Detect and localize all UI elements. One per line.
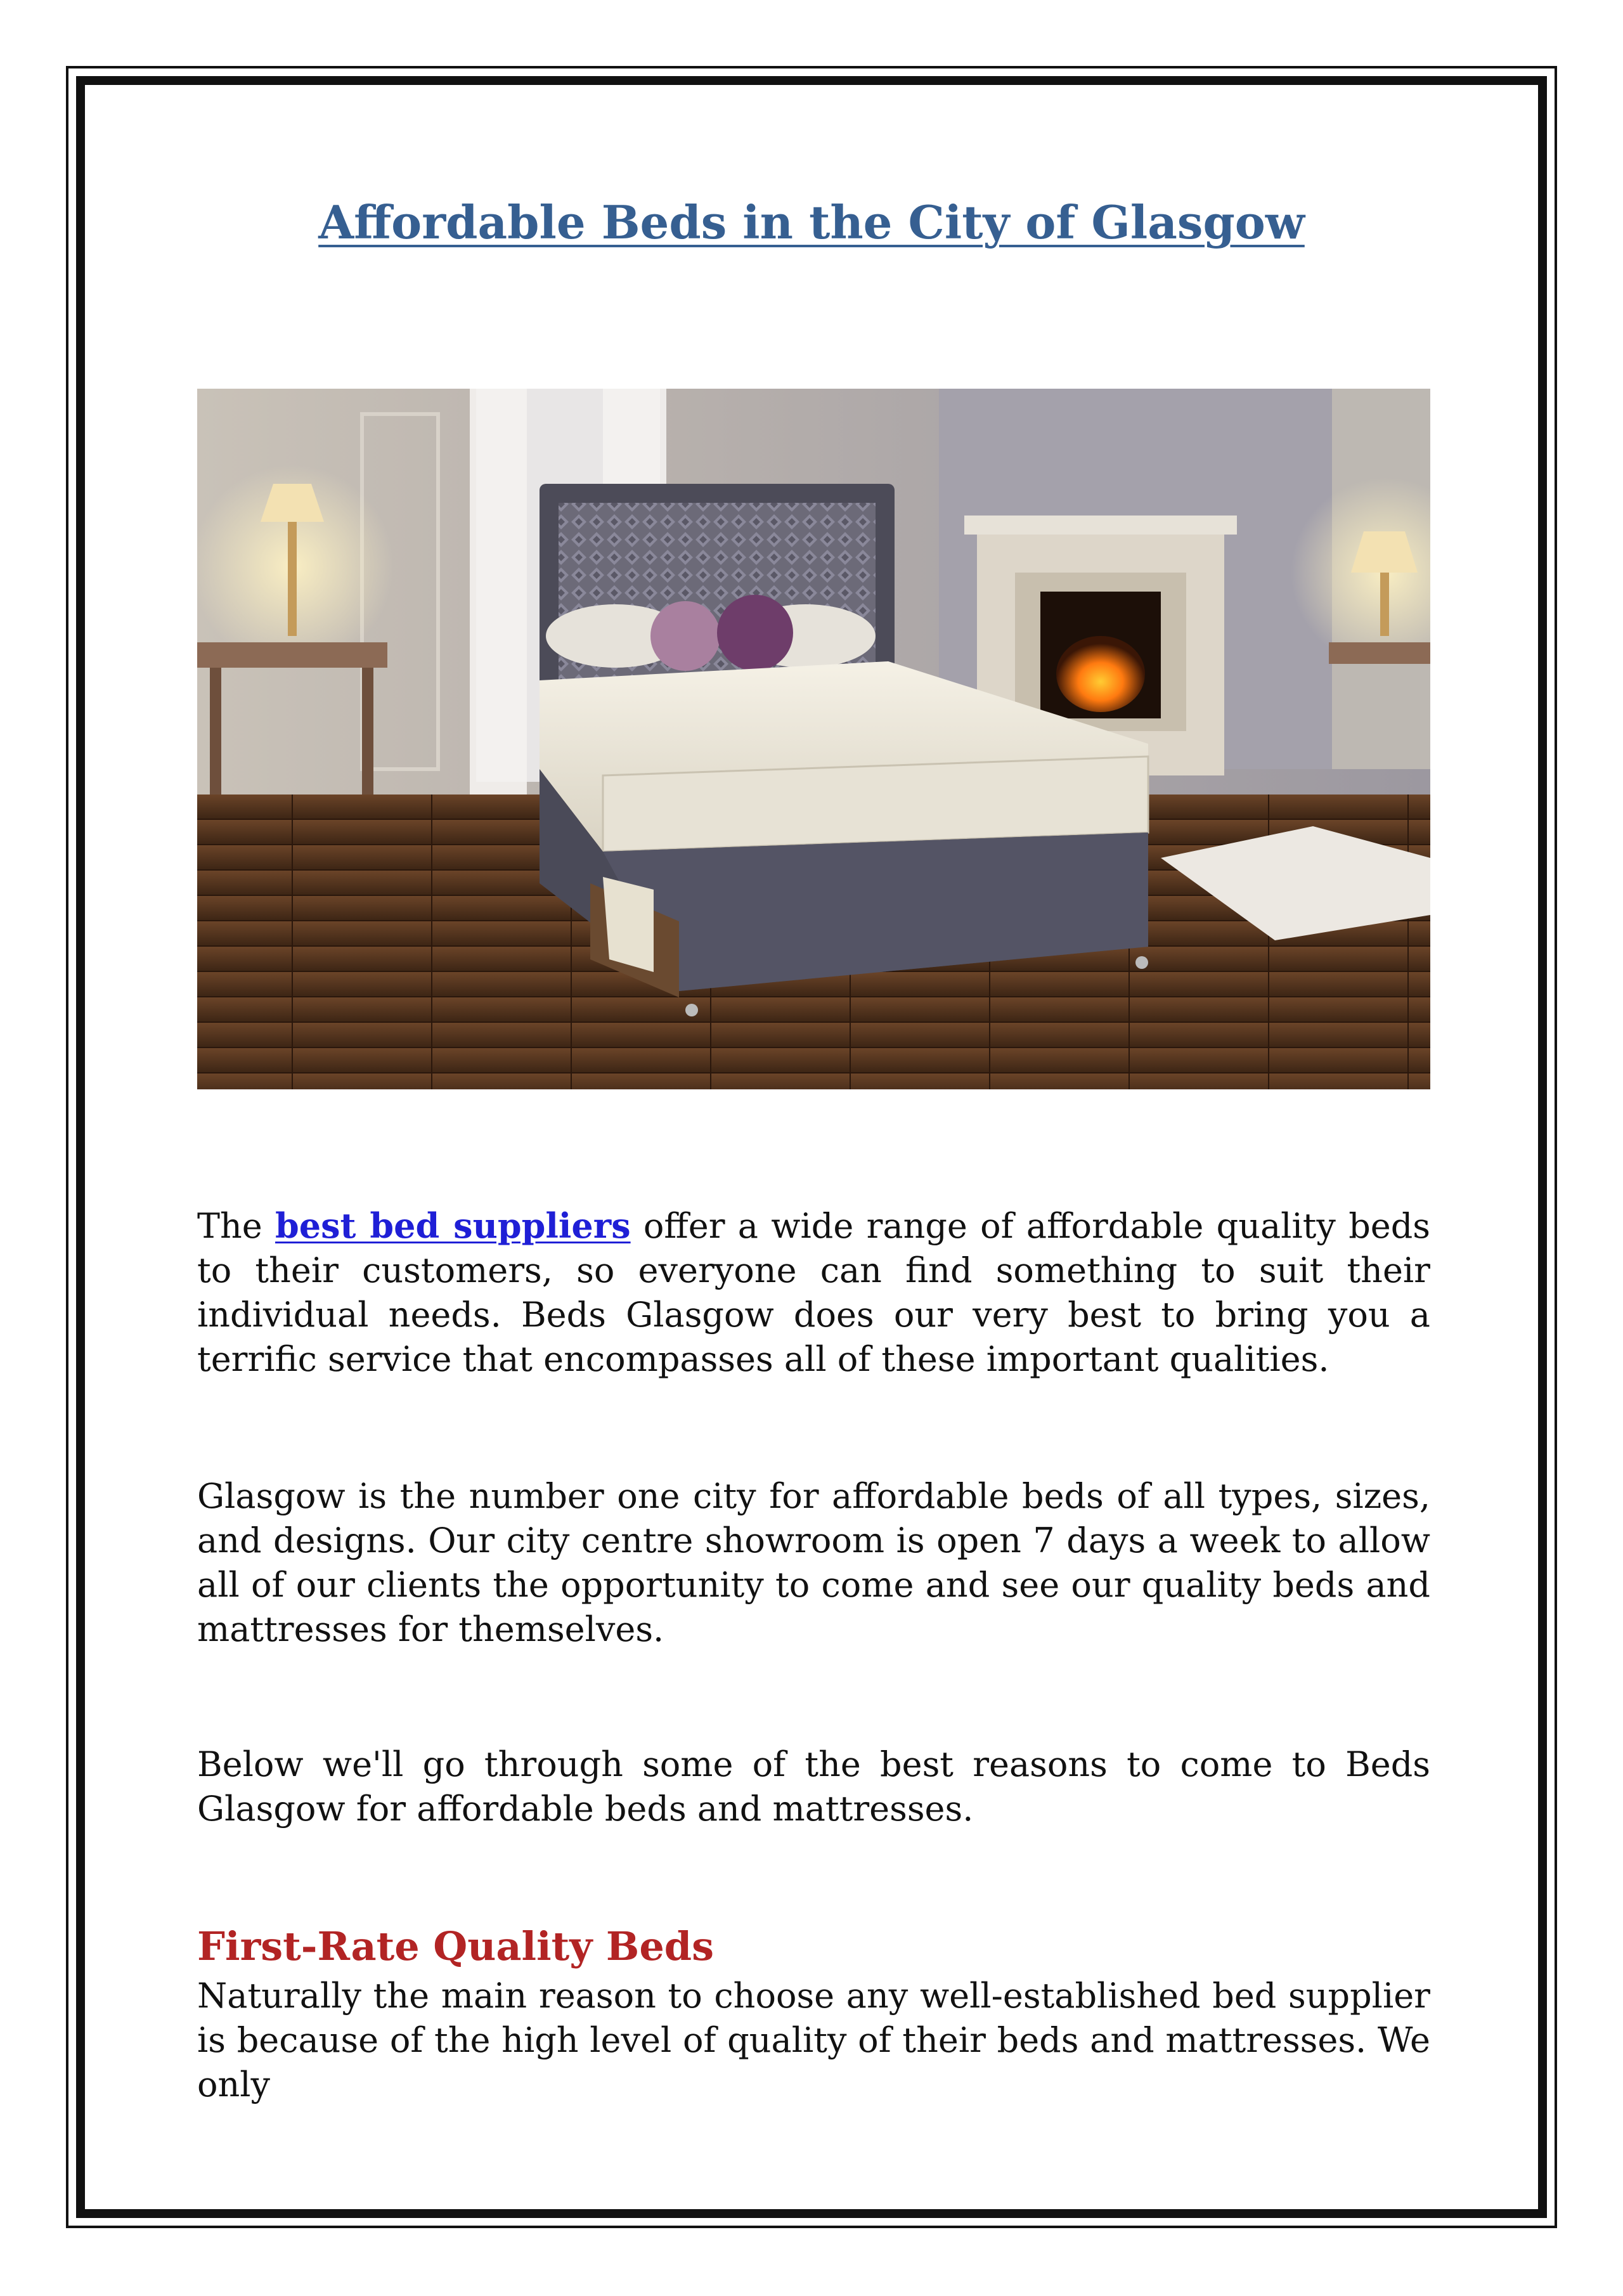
intro-text-start: The [197,1206,276,1246]
reasons-paragraph: Below we'll go through some of the best reasons to come to Beds Glasgow for affordable beds and mattresses. [197,1744,1430,1829]
best-bed-suppliers-link[interactable]: best bed suppliers [275,1205,631,1246]
bedroom-photo [197,389,1430,1089]
section-heading: First-Rate Quality Beds [197,1923,715,1969]
intro-paragraph [197,1203,1430,1382]
quality-paragraph: Naturally the main reason to choose any well-established bed supplier is because of the high level of quality of their beds and mattresses. We only [197,1976,1430,2105]
glasgow-paragraph: Glasgow is the number one city for affordable beds of all types, sizes, and designs. Our city centre showroom is open 7 days a week to allow all of our clients the opportunity to come and see our quality beds and mattresses for themselves. [197,1476,1430,1649]
page-title: Affordable Beds in the City of Glasgow [318,195,1305,249]
intro-text-end: offer a wide range of affordable quality beds to their customers, so everyone can find something to suit their individual needs. Beds Glasgow does our very best to bring you a terrific service that encompasses all of these important qualities. [197,1206,1431,1379]
